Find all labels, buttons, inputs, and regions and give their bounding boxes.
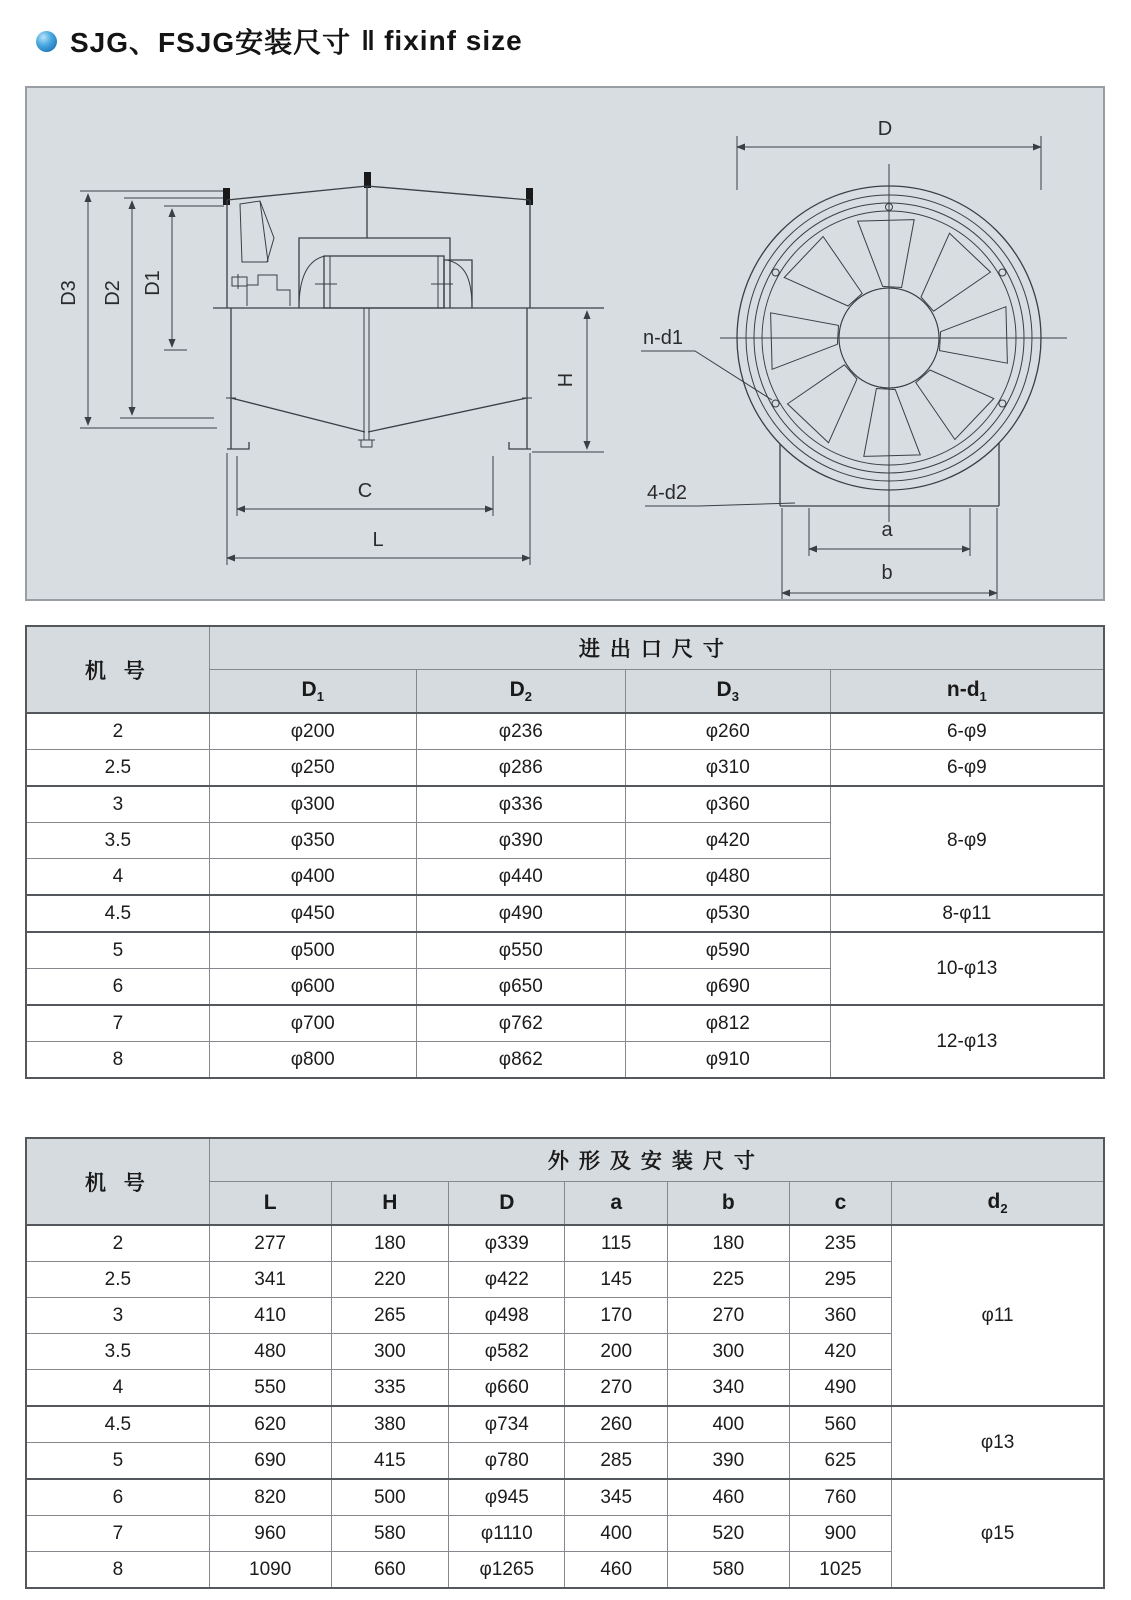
merged-dimension-cell: 12-φ13 xyxy=(830,1005,1104,1078)
dimension-cell: 300 xyxy=(667,1334,789,1370)
machine-no-cell: 2.5 xyxy=(26,750,209,787)
machine-no-cell: 3.5 xyxy=(26,1334,209,1370)
dimension-cell: φ236 xyxy=(416,713,625,750)
dimension-cell: φ734 xyxy=(449,1406,565,1443)
machine-no-header: 机 号 xyxy=(26,1138,209,1225)
dimension-cell: 270 xyxy=(565,1370,667,1407)
merged-dimension-cell: φ15 xyxy=(892,1479,1104,1588)
table-row xyxy=(26,895,1104,932)
fan-blade xyxy=(858,220,915,288)
dimension-cell: φ500 xyxy=(209,932,416,969)
technical-drawing-panel xyxy=(25,86,1105,601)
page-header xyxy=(0,0,1131,61)
dimension-cell: 390 xyxy=(667,1443,789,1480)
dimension-cell: φ490 xyxy=(416,895,625,932)
dimension-cell: φ300 xyxy=(209,786,416,823)
dimension-cell: 580 xyxy=(667,1552,789,1589)
machine-no-header: 机 号 xyxy=(26,626,209,713)
dimension-cell: 1090 xyxy=(209,1552,331,1589)
machine-no-cell: 5 xyxy=(26,932,209,969)
column-header-base: b xyxy=(721,1191,735,1214)
callout-label-4-d2: 4-d2 xyxy=(647,482,688,504)
dimension-cell: 900 xyxy=(789,1516,891,1552)
dimension-cell: 285 xyxy=(565,1443,667,1480)
dimension-cell: 145 xyxy=(565,1262,667,1298)
dimension-cell: 341 xyxy=(209,1262,331,1298)
dimension-cell: φ350 xyxy=(209,823,416,859)
column-header-sub: 2 xyxy=(1000,1201,1008,1217)
fan-blade xyxy=(784,237,862,307)
dimension-cell: 490 xyxy=(789,1370,891,1407)
dimension-cell: φ498 xyxy=(449,1298,565,1334)
dimension-cell: 480 xyxy=(209,1334,331,1370)
table-row xyxy=(26,786,1104,823)
dimension-cell: φ400 xyxy=(209,859,416,896)
table-row xyxy=(26,1005,1104,1042)
dim-label-a: a xyxy=(881,519,893,541)
merged-dimension-cell: 8-φ9 xyxy=(830,786,1104,895)
machine-no-cell: 2.5 xyxy=(26,1262,209,1298)
dimension-cell: 400 xyxy=(565,1516,667,1552)
dimension-cell: 225 xyxy=(667,1262,789,1298)
dim-label-d3: D3 xyxy=(58,280,80,306)
table-row xyxy=(26,750,1104,787)
machine-no-cell: 4 xyxy=(26,859,209,896)
dimension-cell: φ690 xyxy=(625,969,830,1006)
column-header xyxy=(209,670,416,714)
dimension-cell: φ700 xyxy=(209,1005,416,1042)
column-header xyxy=(892,1182,1104,1226)
dimension-cell: 420 xyxy=(789,1334,891,1370)
machine-no-cell: 6 xyxy=(26,969,209,1006)
dimension-cell: 380 xyxy=(331,1406,449,1443)
dimension-cell: 115 xyxy=(565,1225,667,1262)
table-row xyxy=(26,1406,1104,1443)
column-header xyxy=(830,670,1104,714)
dimension-cell: 180 xyxy=(331,1225,449,1262)
column-header xyxy=(789,1182,891,1226)
machine-no-cell: 2 xyxy=(26,1225,209,1262)
dimension-cell: φ530 xyxy=(625,895,830,932)
dimension-cell: φ422 xyxy=(449,1262,565,1298)
inlet-outlet-dimensions-table xyxy=(25,625,1105,1079)
dimension-cell: 660 xyxy=(331,1552,449,1589)
dim-label-d1: D1 xyxy=(142,270,164,296)
dimension-cell: 760 xyxy=(789,1479,891,1516)
group-header: 外形及安装尺寸 xyxy=(209,1138,1104,1182)
machine-no-cell: 7 xyxy=(26,1516,209,1552)
dimension-cell: φ780 xyxy=(449,1443,565,1480)
dimension-cell: φ590 xyxy=(625,932,830,969)
column-header xyxy=(565,1182,667,1226)
title-separator: ‖ xyxy=(361,25,377,56)
dimension-cell: 277 xyxy=(209,1225,331,1262)
dimension-cell: φ862 xyxy=(416,1042,625,1079)
dimension-cell: 180 xyxy=(667,1225,789,1262)
fan-side-view xyxy=(58,172,604,565)
fan-front-view xyxy=(641,118,1067,599)
dimension-cell: φ336 xyxy=(416,786,625,823)
column-header-base: a xyxy=(610,1191,623,1214)
dim-label-d2: D2 xyxy=(102,280,124,306)
dimension-cell: 260 xyxy=(565,1406,667,1443)
machine-no-cell: 4 xyxy=(26,1370,209,1407)
dim-label-c: C xyxy=(357,480,373,502)
merged-dimension-cell: 8-φ11 xyxy=(830,895,1104,932)
dimension-cell: φ339 xyxy=(449,1225,565,1262)
machine-no-cell: 6 xyxy=(26,1479,209,1516)
machine-no-cell: 3 xyxy=(26,786,209,823)
dimension-cell: 500 xyxy=(331,1479,449,1516)
dimension-cell: 625 xyxy=(789,1443,891,1480)
dimension-cell: φ600 xyxy=(209,969,416,1006)
column-header-base: D xyxy=(509,677,525,701)
merged-dimension-cell: 10-φ13 xyxy=(830,932,1104,1005)
column-header-sub: 3 xyxy=(731,689,739,705)
column-header-base: D xyxy=(499,1191,515,1214)
table-row xyxy=(26,1479,1104,1516)
dimension-cell: φ582 xyxy=(449,1334,565,1370)
dimension-cell: 265 xyxy=(331,1298,449,1334)
dimension-cell: φ360 xyxy=(625,786,830,823)
dim-label-h: H xyxy=(555,372,577,388)
dimension-cell: 270 xyxy=(667,1298,789,1334)
dimension-cell: 200 xyxy=(565,1334,667,1370)
dimension-cell: 415 xyxy=(331,1443,449,1480)
dimension-cell: 220 xyxy=(331,1262,449,1298)
dimension-cell: φ660 xyxy=(449,1370,565,1407)
fan-blade xyxy=(788,365,858,443)
dimension-cell: 620 xyxy=(209,1406,331,1443)
dimension-cell: φ260 xyxy=(625,713,830,750)
dimension-cell: φ650 xyxy=(416,969,625,1006)
column-header-base: D xyxy=(301,677,317,701)
dimension-cell: 340 xyxy=(667,1370,789,1407)
dimension-cell: φ440 xyxy=(416,859,625,896)
dimension-cell: 400 xyxy=(667,1406,789,1443)
page-title xyxy=(70,21,523,61)
group-header: 进出口尺寸 xyxy=(209,626,1104,670)
dimension-cell: 360 xyxy=(789,1298,891,1334)
dimension-cell: 345 xyxy=(565,1479,667,1516)
column-header-base: D xyxy=(716,677,732,701)
dim-label-l: L xyxy=(372,529,384,551)
outline-installation-dimensions-table xyxy=(25,1137,1105,1589)
machine-no-cell: 5 xyxy=(26,1443,209,1480)
dimension-cell: φ200 xyxy=(209,713,416,750)
dimension-cell: φ812 xyxy=(625,1005,830,1042)
fan-blade xyxy=(771,313,839,370)
dimension-cell: φ910 xyxy=(625,1042,830,1079)
dimension-cell: 820 xyxy=(209,1479,331,1516)
column-header xyxy=(209,1182,331,1226)
bullet-icon xyxy=(36,31,57,52)
dimension-cell: φ390 xyxy=(416,823,625,859)
dimension-cell: φ550 xyxy=(416,932,625,969)
dimension-cell: 960 xyxy=(209,1516,331,1552)
column-header xyxy=(667,1182,789,1226)
machine-no-cell: 8 xyxy=(26,1042,209,1079)
dimension-cell: φ762 xyxy=(416,1005,625,1042)
dimension-cell: φ945 xyxy=(449,1479,565,1516)
merged-dimension-cell: 6-φ9 xyxy=(830,750,1104,787)
column-header xyxy=(625,670,830,714)
dimension-cell: 520 xyxy=(667,1516,789,1552)
column-header-sub: 1 xyxy=(316,689,324,705)
dimension-cell: 460 xyxy=(667,1479,789,1516)
dimension-cell: φ250 xyxy=(209,750,416,787)
dimension-cell: 560 xyxy=(789,1406,891,1443)
title-en: fixinf size xyxy=(384,25,523,56)
dimension-cell: 580 xyxy=(331,1516,449,1552)
table-row xyxy=(26,932,1104,969)
dimension-cell: 235 xyxy=(789,1225,891,1262)
merged-dimension-cell: φ13 xyxy=(892,1406,1104,1479)
dimension-cell: 690 xyxy=(209,1443,331,1480)
column-header-sub: 2 xyxy=(524,689,532,705)
dimension-cell: 170 xyxy=(565,1298,667,1334)
dimension-cell: φ800 xyxy=(209,1042,416,1079)
fan-dimension-drawing xyxy=(27,88,1103,599)
dimension-cell: φ450 xyxy=(209,895,416,932)
dimension-cell: φ1110 xyxy=(449,1516,565,1552)
dimension-cell: φ420 xyxy=(625,823,830,859)
machine-no-cell: 3 xyxy=(26,1298,209,1334)
fan-blade xyxy=(864,389,921,457)
column-header-base: L xyxy=(263,1191,277,1214)
dimension-cell: 410 xyxy=(209,1298,331,1334)
fan-blade xyxy=(916,370,994,440)
machine-no-cell: 8 xyxy=(26,1552,209,1589)
column-header-base: n-d xyxy=(946,677,980,701)
machine-no-cell: 7 xyxy=(26,1005,209,1042)
column-header-base: c xyxy=(834,1191,847,1214)
column-header xyxy=(331,1182,449,1226)
column-header-base: H xyxy=(382,1191,398,1214)
dimension-cell: 550 xyxy=(209,1370,331,1407)
dimension-cell: φ1265 xyxy=(449,1552,565,1589)
machine-no-cell: 3.5 xyxy=(26,823,209,859)
fan-blade xyxy=(921,233,991,311)
callout-label-n-d1: n-d1 xyxy=(643,327,684,349)
dimension-cell: φ286 xyxy=(416,750,625,787)
dimension-cell: 300 xyxy=(331,1334,449,1370)
dim-label-b: b xyxy=(881,562,893,584)
dim-label-big-d: D xyxy=(877,118,893,140)
dimension-cell: 1025 xyxy=(789,1552,891,1589)
title-zh: SJG、FSJG安装尺寸 xyxy=(70,27,352,58)
fan-blade xyxy=(940,307,1008,364)
column-header-base: d xyxy=(987,1189,1001,1213)
dimension-cell: 335 xyxy=(331,1370,449,1407)
table-row xyxy=(26,1225,1104,1262)
column-header xyxy=(416,670,625,714)
dimension-cell: φ480 xyxy=(625,859,830,896)
column-header-sub: 1 xyxy=(979,689,987,705)
column-header xyxy=(449,1182,565,1226)
machine-no-cell: 2 xyxy=(26,713,209,750)
dimension-cell: 460 xyxy=(565,1552,667,1589)
dimension-cell: 295 xyxy=(789,1262,891,1298)
merged-dimension-cell: 6-φ9 xyxy=(830,713,1104,750)
machine-no-cell: 4.5 xyxy=(26,895,209,932)
merged-dimension-cell: φ11 xyxy=(892,1225,1104,1406)
table-row xyxy=(26,713,1104,750)
machine-no-cell: 4.5 xyxy=(26,1406,209,1443)
dimension-cell: φ310 xyxy=(625,750,830,787)
